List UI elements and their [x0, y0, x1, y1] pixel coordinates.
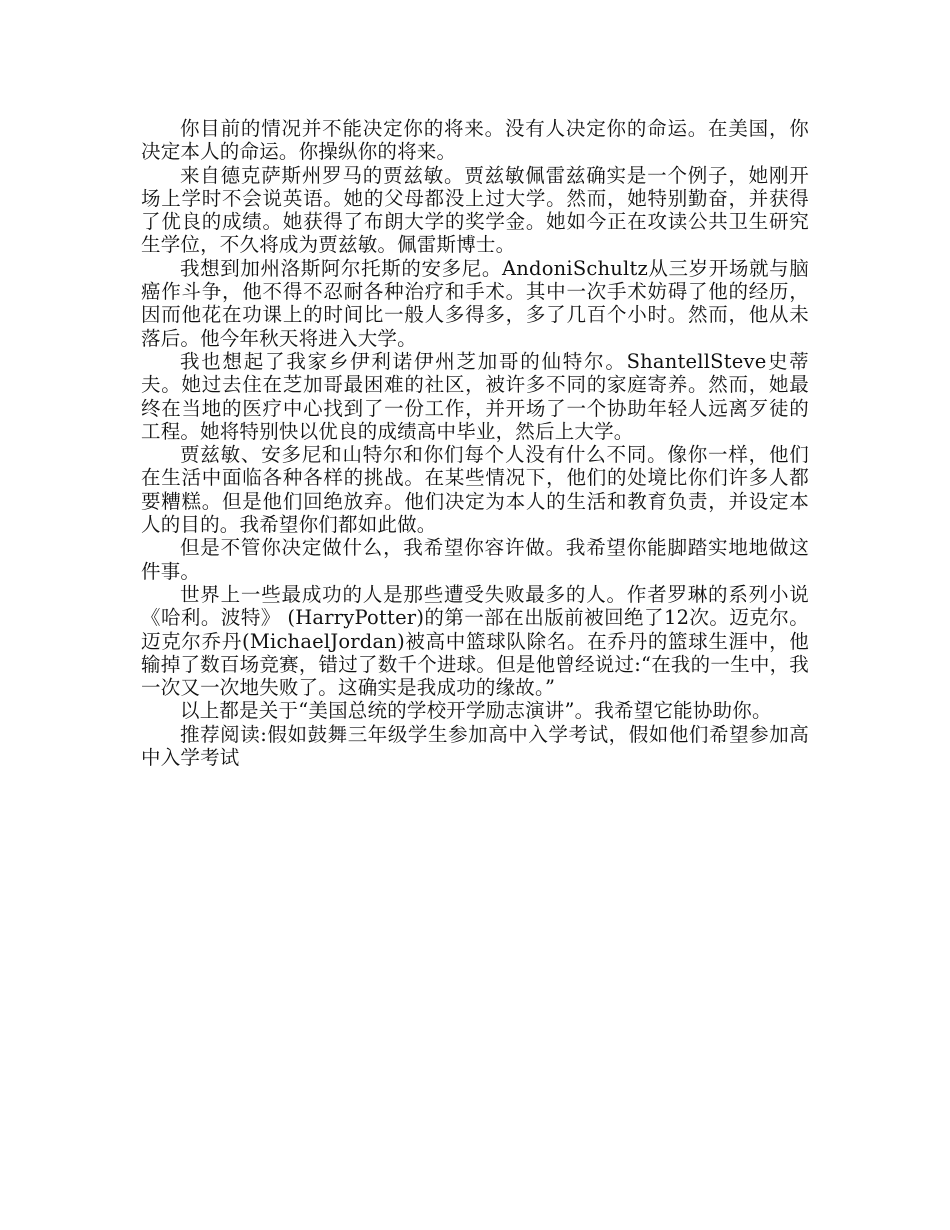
paragraph-2: 来自德克萨斯州罗马的贾兹敏。贾兹敏佩雷兹确实是一个例子，她刚开场上学时不会说英语。她的父母都没上过大学。然而，她特别勤奋，并获得了优良的成绩。她获得了布朗大学的奖学金。她如今正在攻读公共卫生研究生学位，不久将成为贾兹敏。佩雷斯博士。: [141, 163, 809, 257]
paragraph-4: 我也想起了我家乡伊利诺伊州芝加哥的仙特尔。ShantellSteve史蒂夫。她过去住在芝加哥最困难的社区，被许多不同的家庭寄养。然而，她最终在当地的医疗中心找到了一份工作，并开场了一个协助年轻人远离歹徒的工程。她将特别快以优良的成绩高中毕业，然后上大学。: [141, 349, 809, 443]
recommended-reading-link[interactable]: 推荐阅读:假如鼓舞三年级学生参加高中入学考试，假如他们希望参加高中入学考试: [141, 722, 809, 770]
paragraph-3: 我想到加州洛斯阿尔托斯的安多尼。AndoniSchultz从三岁开场就与脑癌作斗争，他不得不忍耐各种治疗和手术。其中一次手术妨碍了他的经历，因而他花在功课上的时间比一般人多得多，多了几百个小时。然而，他从未落后。他今年秋天将进入大学。: [141, 256, 809, 350]
paragraph-7: 世界上一些最成功的人是那些遭受失败最多的人。作者罗琳的系列小说《哈利。波特》 (HarryPotter)的第一部在出版前被回绝了12次。迈克尔。迈克尔乔丹(MichaelJordan)被高中篮球队除名。在乔丹的篮球生涯中，他输掉了数百场竞赛，错过了数千个进球。但是他曾经说过:“在我的一生中，我一次又一次地失败了。这确实是我成功的缘故。”: [141, 582, 809, 700]
paragraph-5: 贾兹敏、安多尼和山特尔和你们每个人没有什么不同。像你一样，他们在生活中面临各种各样的挑战。在某些情况下，他们的处境比你们许多人都要糟糕。但是他们回绝放弃。他们决定为本人的生活和教育负责，并设定本人的目的。我希望你们都如此做。: [141, 443, 809, 537]
paragraph-8: 以上都是关于“美国总统的学校开学励志演讲”。我希望它能协助你。: [180, 699, 772, 723]
document-body: [141, 117, 809, 769]
paragraph-1: 你目前的情况并不能决定你的将来。没有人决定你的命运。在美国，你决定本人的命运。你操纵你的将来。: [141, 117, 809, 164]
paragraph-6: 但是不管你决定做什么，我希望你容许做。我希望你能脚踏实地地做这件事。: [141, 536, 809, 583]
